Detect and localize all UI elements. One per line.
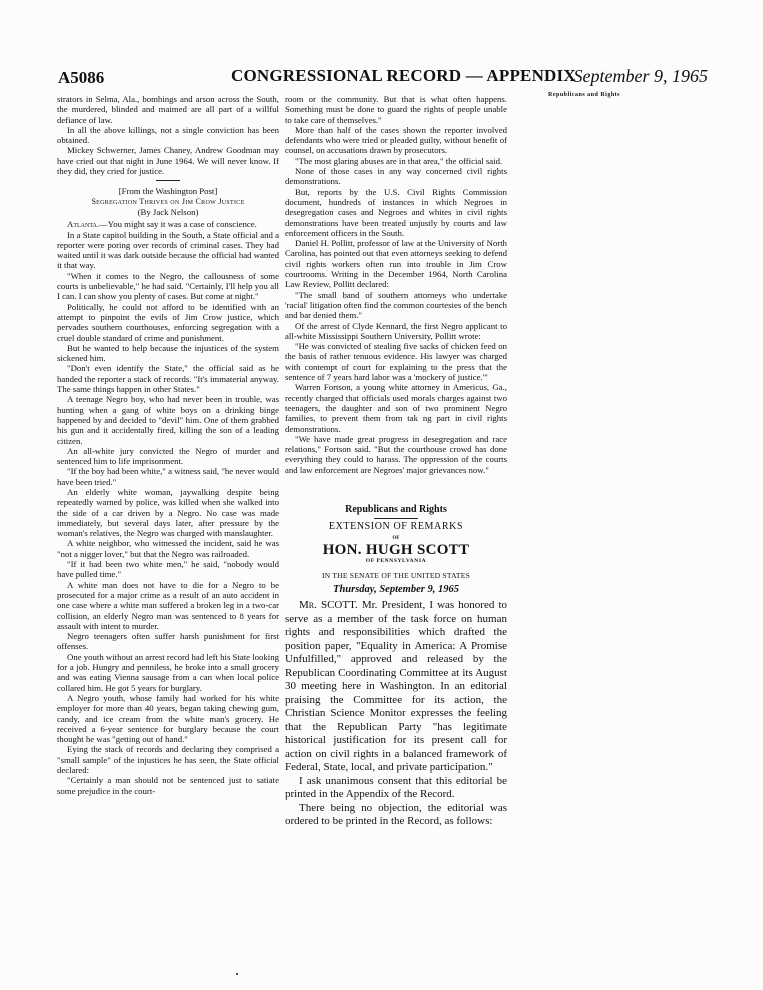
- right-column: [285, 94, 507, 829]
- paragraph: Warren Fortson, a young white attorney in Americus, Ga., recently charged that officials used morals charges against two teenagers, the daughter and son of two prominent Negro families, to prevent them from tak ng part in civil rights demonstrations.: [285, 382, 507, 434]
- paragraph: Daniel H. Pollitt, professor of law at the University of North Carolina, has pointed out that even attorneys seeking to defend civil rights workers often run into trouble in Jim Crow courtrooms. Writing in the December 1964, North Carolina Law Review, Pollitt declared:: [285, 238, 507, 290]
- paragraph: A teenage Negro boy, who had never been in trouble, was hunting when a gang of white boys on a drinking binge happened by and decided to "devil" him. One of them grabbed his gun and it accidentally fired, killing the son of a leading citizen.: [57, 394, 279, 446]
- section-title: Republicans and Rights: [345, 503, 447, 515]
- paragraph: "When it comes to the Negro, the callousness of some courts is unbelievable," he had said. "Certainly, I'll help you all I can. I can show you plenty of cases. But come at night.": [57, 270, 279, 302]
- paragraph: Of the arrest of Clyde Kennard, the first Negro applicant to all-white Mississippi Southern University, Pollitt wrote:: [285, 320, 507, 341]
- paragraph: There being no objection, the editorial was ordered to be printed in the Record, as follows:: [285, 801, 507, 828]
- paragraph: A white neighbor, who witnessed the incident, said he was "not a nigger lover," but that the Negro was railroaded.: [57, 538, 279, 559]
- paragraph: More than half of the cases shown the reporter involved defendants who were tried or pleaded guilty, without benefit of counsel, on accusations drawn by prosecutors.: [285, 124, 507, 156]
- paragraph: "He was convicted of stealing five sacks of chicken feed on the basis of rather tenuous evidence. His lawyer was charged with contempt of court for explaining to the press that the sentence of 7 years hard labor was a 'mockery of justice.'": [285, 341, 507, 383]
- paragraph: Eying the stack of records and declaring they comprised a "small sample" of the injustices he has seen, the State official declared:: [57, 744, 279, 775]
- paragraph: "Certainly a man should not be sentenced just to satiate some prejudice in the court-: [57, 775, 279, 796]
- publication-title: CONGRESSIONAL RECORD — APPENDIX: [231, 66, 576, 85]
- paragraph: "If it had been two white men," he said, "nobody would have pulled time.": [57, 559, 279, 580]
- paragraph: A Negro youth, whose family had worked for his white employer for more than 40 years, began taking chewing gum, candy, and ice cream from the white man's grocery. He received a 6-year sentence for burglary because the court thought he was "getting out of hand.": [57, 692, 279, 745]
- paragraph: "Don't even identify the State," the official said as he handed the reporter a stack of records. "It's immaterial anyway. The same things happen in other States.": [57, 363, 279, 395]
- paragraph: strators in Selma, Ala., bombings and arson across the South, the murdered, blinded and maimed are all part of a willful defiance of law.: [57, 94, 279, 125]
- paragraph: "If the boy had been white," a witness said, "he never would have been tried.": [57, 466, 279, 487]
- article-byline: (By Jack Nelson): [137, 206, 199, 217]
- member-name: HON. HUGH SCOTT: [322, 541, 470, 558]
- chamber: IN THE SENATE OF THE UNITED STATES: [321, 571, 471, 581]
- paragraph: But he wanted to help because the injustices of the system sickened him.: [57, 342, 279, 364]
- divider: [374, 518, 418, 519]
- running-head: Republicans and Rights: [548, 92, 621, 98]
- divider: [156, 180, 180, 181]
- remarks-body: [285, 599, 507, 829]
- dateline: Atlanta.: [67, 219, 100, 230]
- print-speck: [236, 973, 238, 975]
- paragraph: "The most glaring abuses are in that area," the official said.: [295, 155, 503, 166]
- paragraph: "The small band of southern attorneys who undertake 'racial' litigation often find the common courtesies of the bench and bar denied them.": [285, 289, 507, 321]
- paragraph: room or the community. But that is what often happens. Something must be done to guard the rights of people unable to take care of themselves.": [285, 94, 507, 125]
- paragraph: Atlanta.—You might say it was a case of conscience.: [67, 219, 257, 230]
- paragraph: "We have made great progress in desegregation and race relations," Fortson said. "But the courthouse crowd has done everything they could to harass. The oppression of the courts and law enforcement are Negroes' major grievances now.": [285, 433, 507, 475]
- paragraph: In all the above killings, not a single conviction has been obtained.: [57, 124, 279, 146]
- paragraph: Politically, he could not afford to be identified with an attempt to pinpoint the evils of Jim Crow justice, which pervades southern courthouses, enforcing segregation with a cruel double standard of crime and punishment.: [57, 301, 279, 343]
- paragraph: Mr. SCOTT. Mr. President, I was honored to serve as a member of the task force on human rights and responsibilities which drafted the position paper, "Equality in America: A Promise Unfulfilled," approved and released by the Republican Coordinating Committee at its August 30 meeting here in Washington. In an editorial praising the Committee for its action, the Christian Science Monitor expresses the feeling that the Republican Party "has legitimate historical justification for its present call for action on civil rights in a balanced framework of Federal, State, local, and private participation.": [285, 599, 507, 774]
- left-column: [57, 94, 279, 796]
- article-title: Segregation Thrives on Jim Crow Justice: [91, 196, 245, 206]
- paragraph: I ask unanimous consent that this editorial be printed in the Appendix of the Record.: [285, 774, 507, 801]
- remarks-date: Thursday, September 9, 1965: [333, 583, 459, 595]
- page-number: A5086: [58, 68, 105, 87]
- paragraph: In a State capitol building in the South, a State official and a reporter were poring over records of criminal cases. They had waited until it was dark outside because the official had wanted it that way.: [57, 229, 279, 271]
- paragraph: But, reports by the U.S. Civil Rights Commission document, hundreds of instances in which Negroes in desegregation cases and Negroes and whites in civil rights demonstrations have been treated unjustly by courts and law enforcement officers in the South.: [285, 186, 507, 238]
- member-state: OF PENNSYLVANIA: [365, 558, 427, 565]
- paragraph: Negro teenagers often suffer harsh punishment for first offenses.: [57, 631, 279, 652]
- paragraph: None of those cases in any way concerned civil rights demonstrations.: [285, 166, 507, 187]
- page-header: [58, 66, 708, 90]
- speaker: Mr. SCOTT.: [299, 599, 358, 612]
- paragraph: Mickey Schwerner, James Chaney, Andrew Goodman may have cried out that night in June 1964. We will never know. If they did, they cried for justice.: [57, 145, 279, 177]
- paragraph: An elderly white woman, jaywalking despite being repeatedly warned by police, was killed when she walked into the side of a car driven by a Negro. No case was made immediately, but several days later, after pressure by the woman's relatives, the Negro was charged with manslaughter.: [57, 486, 279, 539]
- paragraph: A white man does not have to die for a Negro to be prosecuted for a major crime as a result of an auto accident in one case where a white man suffered a broken leg in a two-car collision, an elderly Negro man was sentenced to 8 years for assault with intent to murder.: [57, 579, 279, 631]
- paragraph: One youth without an arrest record had left his State looking for a job. Hungry and penniless, he broke into a small grocery and was eating Vienna sausage from a can when local police collared him. He got 5 years for burglary.: [57, 651, 279, 693]
- publication-date: September 9, 1965: [573, 66, 708, 86]
- extension-of-remarks: EXTENSION OF REMARKS: [328, 521, 464, 533]
- section-heading: Republicans and Rights EXTENSION OF REMARKS OF HON. HUGH SCOTT OF PENNSYLVANIA IN THE SENATE OF THE UNITED STATES Thursday, September 9, 1965: [285, 505, 507, 595]
- article-source: [From the Washington Post]: [118, 186, 218, 197]
- paragraph: An all-white jury convicted the Negro of murder and sentenced him to life imprisonment.: [57, 445, 279, 467]
